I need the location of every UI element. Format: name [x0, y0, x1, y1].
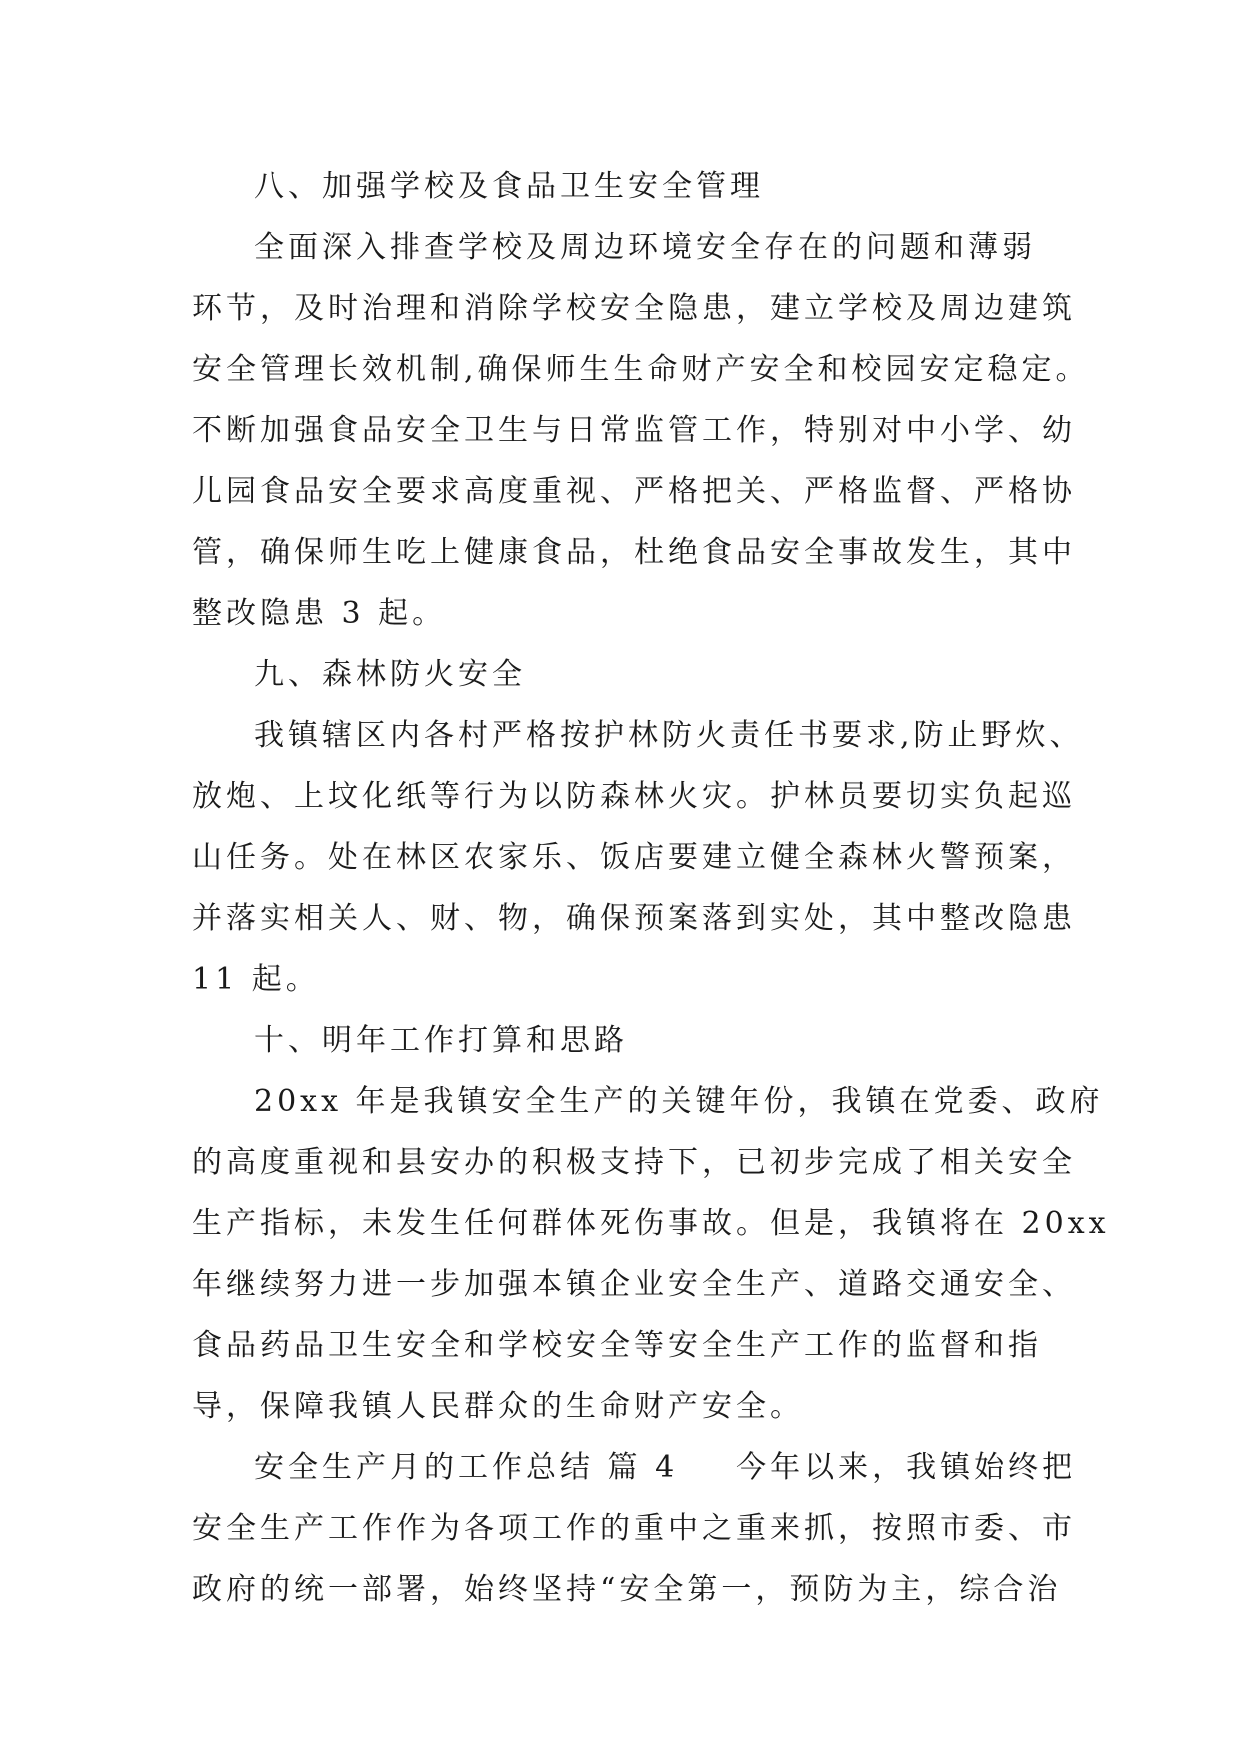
paragraph-line: 全面深入排查学校及周边环境安全存在的问题和薄弱 [254, 230, 1036, 265]
section-heading-9: 九、森林防火安全 [254, 657, 526, 692]
section-heading-8: 八、加强学校及食品卫生安全管理 [254, 169, 764, 204]
paragraph-line: 儿园食品安全要求高度重视、严格把关、严格监督、严格协 [192, 474, 1076, 509]
paragraph-line: 环节，及时治理和消除学校安全隐患，建立学校及周边建筑 [192, 291, 1076, 326]
paragraph-line: 政府的统一部署，始终坚持“安全第一，预防为主，综合治 [192, 1572, 1062, 1607]
paragraph-line: 年继续努力进一步加强本镇企业安全生产、道路交通安全、 [192, 1267, 1076, 1302]
paragraph-line: 的高度重视和县安办的积极支持下，已初步完成了相关安全 [192, 1145, 1076, 1180]
paragraph-line: 我镇辖区内各村严格按护林防火责任书要求,防止野炊、 [254, 718, 1084, 753]
section-heading-10: 十、明年工作打算和思路 [254, 1023, 628, 1058]
paragraph-line: 20xx 年是我镇安全生产的关键年份，我镇在党委、政府 [254, 1084, 1104, 1119]
paragraph-line: 安全管理长效机制,确保师生生命财产安全和校园安定稳定。 [192, 352, 1090, 387]
paragraph-line: 并落实相关人、财、物，确保预案落到实处，其中整改隐患 [192, 901, 1076, 936]
document-page [192, 156, 1110, 1620]
article-title-line [192, 1437, 1077, 1498]
article-title: 安全生产月的工作总结 篇 4 [254, 1450, 679, 1485]
paragraph-line: 食品药品卫生安全和学校安全等安全生产工作的监督和指 [192, 1328, 1042, 1363]
paragraph-line: 山任务。处在林区农家乐、饭店要建立健全森林火警预案， [192, 840, 1076, 875]
paragraph-line: 导，保障我镇人民群众的生命财产安全。 [192, 1389, 804, 1424]
paragraph-start: 今年以来，我镇始终把 [736, 1450, 1077, 1485]
paragraph-line: 整改隐患 3 起。 [192, 596, 447, 631]
paragraph-line: 11 起。 [192, 962, 320, 997]
paragraph-line: 不断加强食品安全卫生与日常监管工作，特别对中小学、幼 [192, 413, 1076, 448]
paragraph-line: 生产指标，未发生任何群体死伤事故。但是，我镇将在 20xx [192, 1206, 1110, 1241]
paragraph-line: 安全生产工作作为各项工作的重中之重来抓，按照市委、市 [192, 1511, 1076, 1546]
paragraph-line: 管，确保师生吃上健康食品，杜绝食品安全事故发生，其中 [192, 535, 1076, 570]
paragraph-line: 放炮、上坟化纸等行为以防森林火灾。护林员要切实负起巡 [192, 779, 1076, 814]
